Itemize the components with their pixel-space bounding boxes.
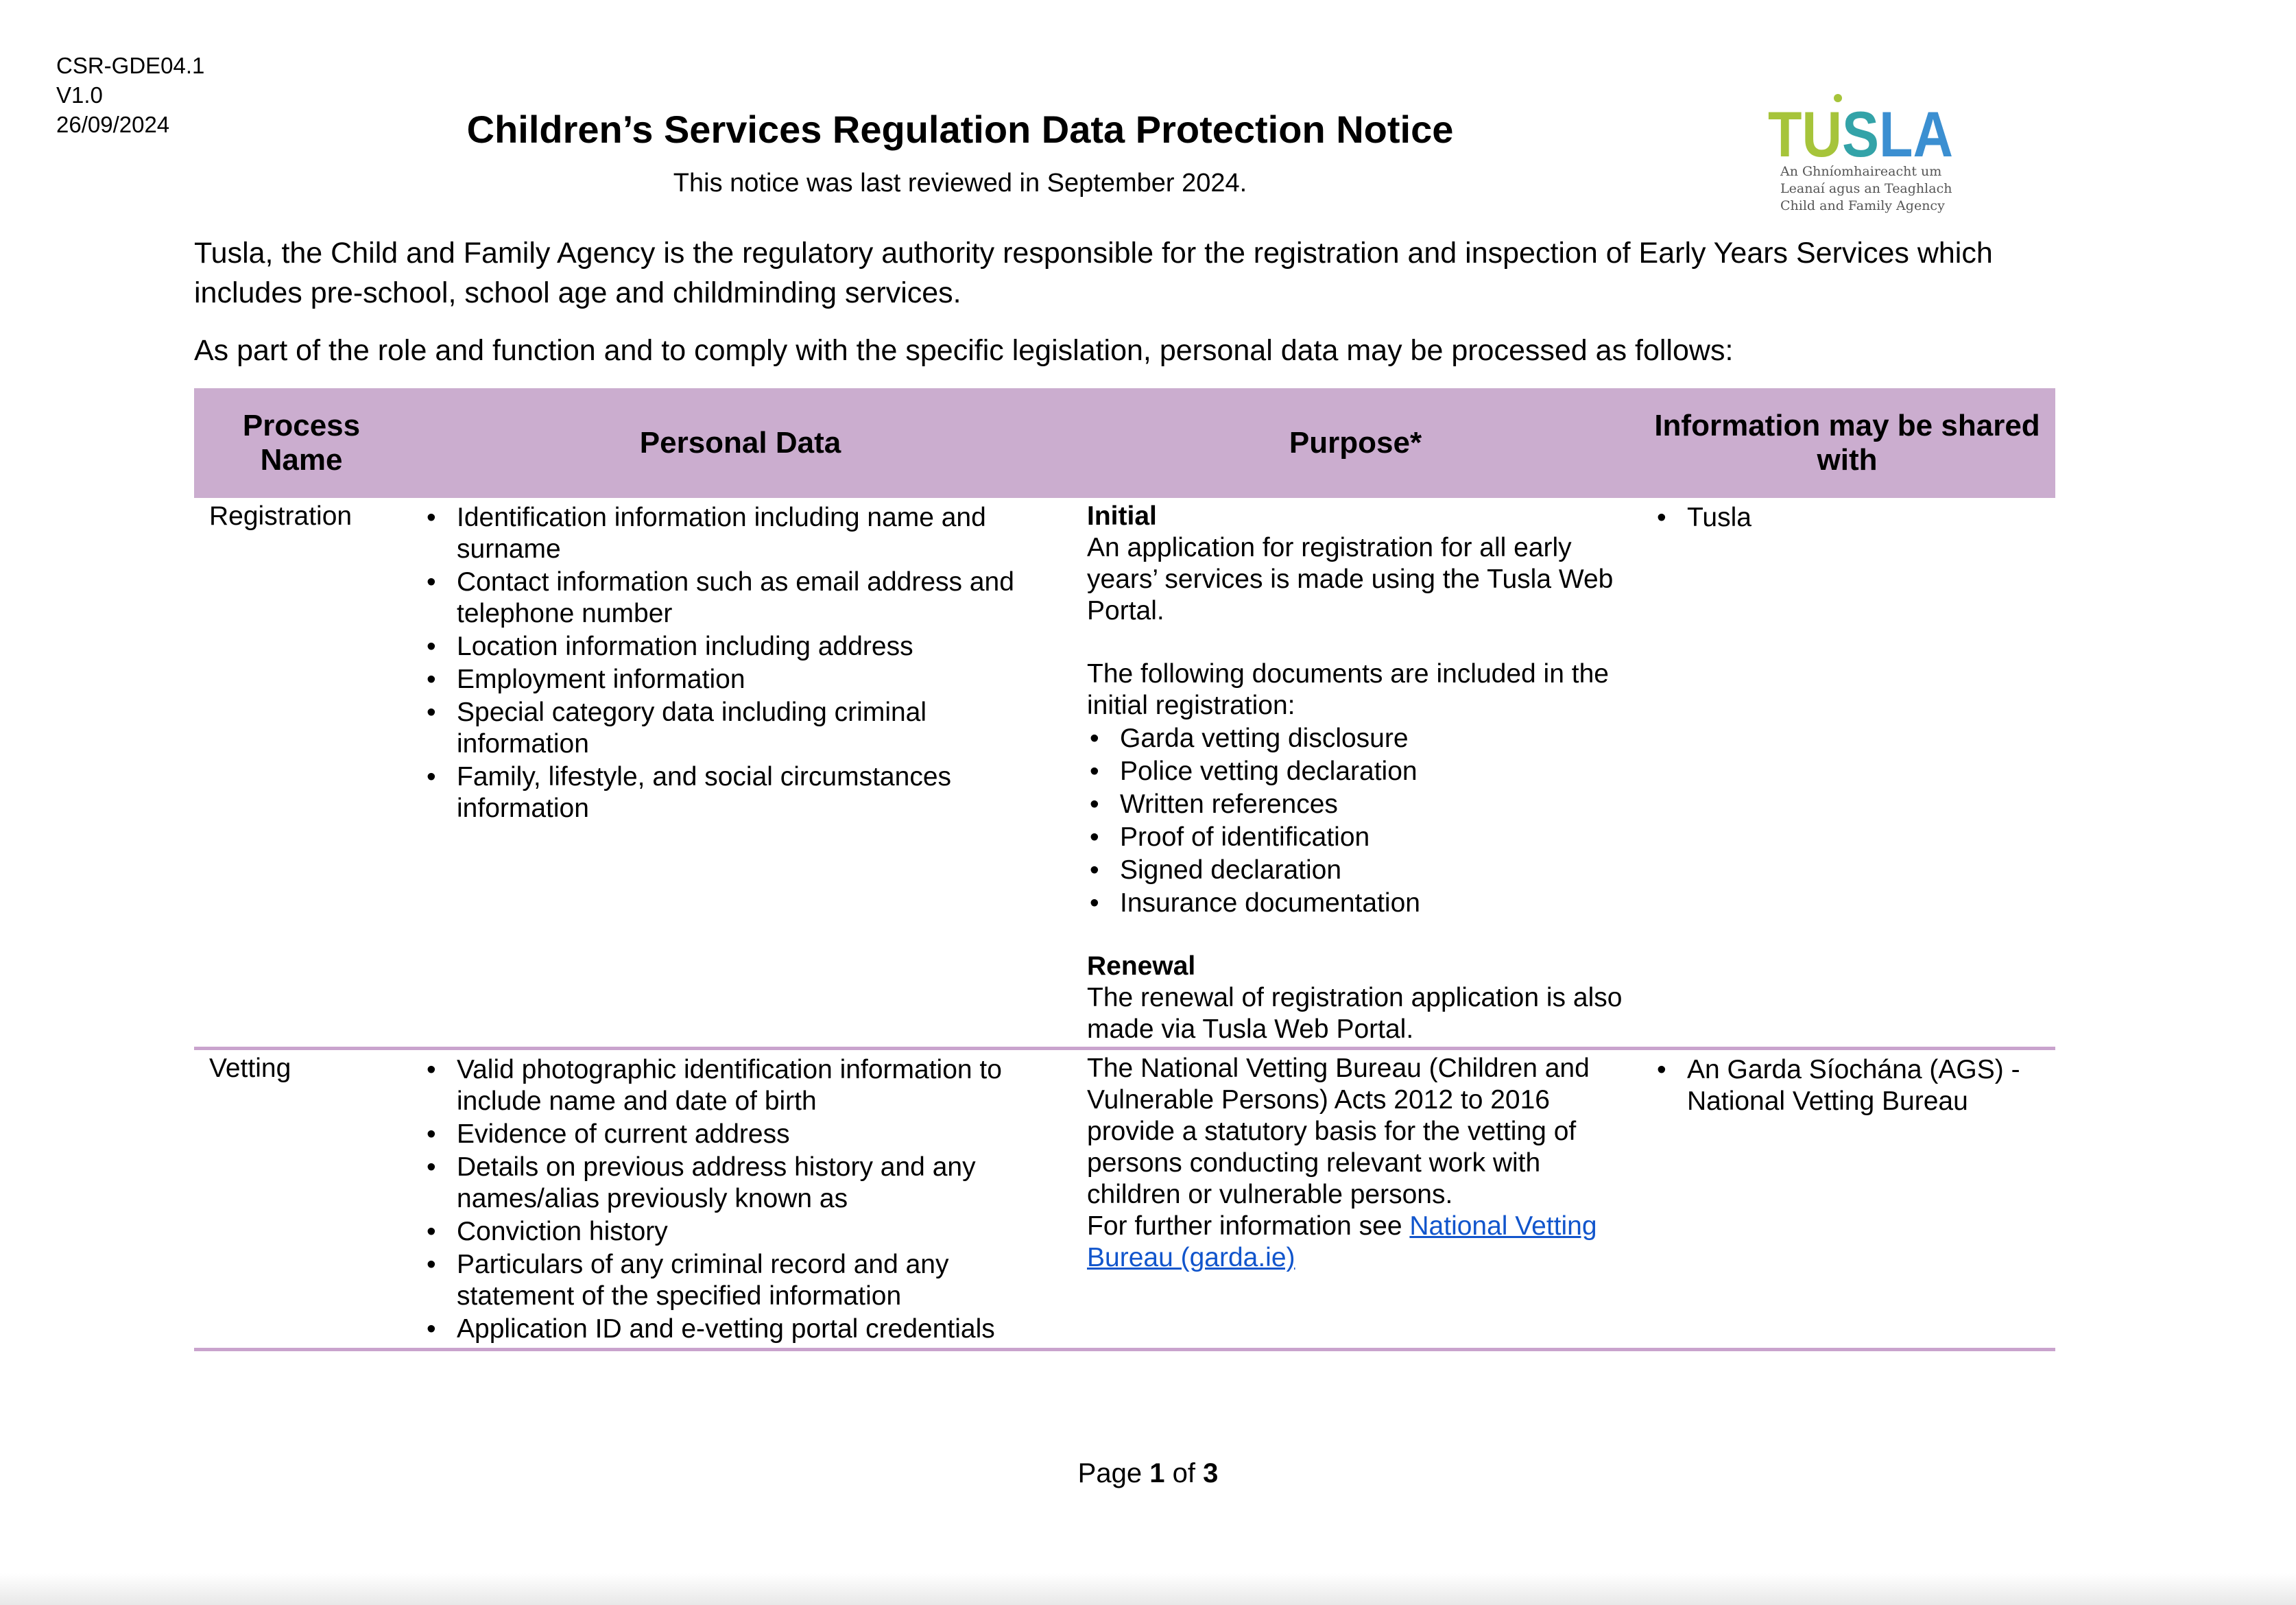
bottom-shade [0, 1573, 2296, 1605]
shared-with-list [1654, 1054, 2042, 1117]
shared-with-list [1654, 502, 2042, 534]
list-item: • Conviction history [424, 1216, 1058, 1248]
list-item: • Signed declaration [1087, 855, 1625, 886]
table-row-vetting [194, 1049, 2055, 1350]
intro-paragraph-1: Tusla, the Child and Family Agency is the regulatory authority responsible for the registration and inspection of Early Years Services which includes pre-school, school age and childminding services. [194, 237, 1993, 309]
logo-letters-tu: TU [1768, 98, 1854, 162]
list-item: • Location information including address [424, 631, 1058, 663]
current-page: 1 [1149, 1458, 1165, 1488]
page-title: Children’s Services Regulation Data Protection Notice [466, 108, 1454, 151]
purpose-documents-intro: The following documents are included in the initial registration: [1087, 659, 1609, 720]
header-personal-data: Personal Data [409, 388, 1072, 498]
doc-date: 26/09/2024 [56, 112, 170, 137]
purpose-initial-text: An application for registration for all early years’ services is made using the Tusla Web Portal. [1087, 533, 1614, 626]
list-item: • Evidence of current address [424, 1119, 1058, 1150]
table-row-registration [194, 498, 2055, 1049]
list-item: • Contact information such as email address and telephone number [424, 567, 1058, 630]
list-item: • Insurance documentation [1087, 888, 1625, 919]
total-pages: 3 [1203, 1458, 1219, 1488]
logo-tagline [1780, 163, 1952, 215]
logo-line-1: An Ghníomhaireacht um [1780, 164, 1942, 179]
purpose-initial-heading: Initial [1087, 501, 1157, 531]
further-info-prefix: For further information see [1087, 1211, 1410, 1241]
table-header-row [194, 388, 2055, 498]
purpose-further-info [1087, 1211, 1625, 1274]
list-item: • Family, lifestyle, and social circumstances information [424, 761, 1058, 824]
list-item: • Identification information including name and surname [424, 502, 1058, 565]
process-name-cell: Registration [194, 498, 409, 1049]
header-shared-with: Information may be shared with [1639, 388, 2055, 498]
process-name-cell: Vetting [194, 1049, 409, 1350]
page-label: Page [1077, 1458, 1143, 1488]
intro-paragraph-2: As part of the role and function and to comply with the specific legislation, personal data may be processed as follows: [194, 334, 1734, 367]
logo-letter-s: S [1841, 98, 1885, 162]
logo-line-3: Child and Family Agency [1780, 198, 1945, 213]
page-of-label: of [1172, 1458, 1195, 1488]
tusla-wordmark-icon [1762, 93, 1968, 162]
purpose-renewal-heading: Renewal [1087, 951, 1196, 981]
list-item: • Special category data including criminal information [424, 697, 1058, 760]
list-item: • Police vetting declaration [1087, 756, 1625, 787]
purpose-text: The National Vetting Bureau (Children and Vulnerable Persons) Acts 2012 to 2016 provide a statutory basis for the vetting of persons conducting relevant work with children or vulnerable persons. [1087, 1054, 1590, 1209]
logo-fada-dot [1834, 94, 1842, 102]
list-item: • Details on previous address history and any names/alias previously known as [424, 1152, 1058, 1215]
list-item: • Particulars of any criminal record and any statement of the specified information [424, 1249, 1058, 1312]
purpose-cell [1072, 498, 1639, 1049]
purpose-cell [1072, 1049, 1639, 1350]
doc-code: CSR-GDE04.1 [56, 53, 205, 78]
personal-data-list [424, 1054, 1058, 1345]
personal-data-cell [409, 498, 1072, 1049]
header-process-name: Process Name [194, 388, 409, 498]
tusla-logo [1762, 93, 1968, 224]
data-processing-table [194, 388, 2055, 1351]
list-item: • Application ID and e-vetting portal credentials [424, 1313, 1058, 1345]
page-subtitle: This notice was last reviewed in September 2024. [673, 169, 1247, 198]
header-purpose: Purpose* [1072, 388, 1639, 498]
list-item: • Garda vetting disclosure [1087, 723, 1625, 754]
logo-line-2: Leanaí agus an Teaghlach [1780, 181, 1952, 196]
list-item: • An Garda Síochána (AGS) - National Vetting Bureau [1654, 1054, 2042, 1117]
list-item: • Valid photographic identification information to include name and date of birth [424, 1054, 1058, 1117]
personal-data-cell [409, 1049, 1072, 1350]
list-item: • Employment information [424, 664, 1058, 696]
doc-version: V1.0 [56, 82, 103, 108]
logo-letters-la: LA [1879, 98, 1965, 162]
shared-with-cell [1639, 1049, 2055, 1350]
page-number [0, 1458, 2296, 1489]
national-vetting-bureau-link[interactable]: National Vetting Bureau (garda.ie) [1087, 1211, 1597, 1272]
personal-data-list [424, 502, 1058, 824]
purpose-renewal-text: The renewal of registration application is also made via Tusla Web Portal. [1087, 983, 1623, 1044]
list-item: • Proof of identification [1087, 822, 1625, 853]
purpose-documents-list [1087, 723, 1625, 919]
shared-with-cell [1639, 498, 2055, 1049]
list-item: • Written references [1087, 789, 1625, 820]
list-item: • Tusla [1654, 502, 2042, 534]
svg-text:TUSLA [1768, 98, 1965, 162]
